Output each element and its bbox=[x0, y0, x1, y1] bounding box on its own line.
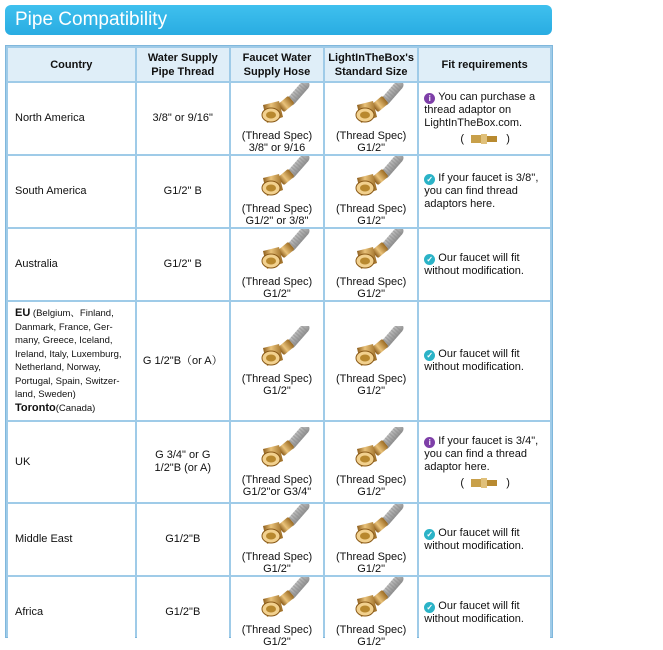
hose-fitting-icon bbox=[243, 577, 311, 623]
thread-cell: G 3/4" or G 1/2"B (or A) bbox=[137, 422, 229, 502]
country-toronto: Toronto bbox=[15, 401, 56, 414]
fit-cell[interactable] bbox=[419, 156, 550, 227]
header-standard-size: LightInTheBox's Standard Size bbox=[325, 48, 417, 81]
hose-fitting-icon bbox=[337, 326, 405, 372]
check-icon: ✓ bbox=[424, 350, 435, 361]
check-icon: ✓ bbox=[424, 174, 435, 185]
country-cell: UK bbox=[8, 422, 135, 502]
hose-fitting-icon bbox=[337, 229, 405, 275]
hose-fitting-icon bbox=[243, 504, 311, 550]
faucet-hose-cell bbox=[231, 156, 323, 227]
header-country: Country bbox=[8, 48, 135, 81]
hose-size: G1/2" bbox=[263, 563, 291, 575]
check-icon: ✓ bbox=[424, 602, 435, 613]
hose-spec: (Thread Spec) bbox=[241, 372, 313, 385]
hose-spec: (Thread Spec) bbox=[241, 624, 313, 636]
country-cell: Africa bbox=[8, 577, 135, 648]
thread-adaptor-icon bbox=[467, 132, 503, 146]
thread-cell: G1/2" B bbox=[137, 156, 229, 227]
hose-fitting-icon bbox=[243, 156, 311, 202]
paren-open: ( bbox=[460, 476, 465, 489]
hose-fitting-icon bbox=[243, 326, 311, 372]
header-faucet-hose: Faucet Water Supply Hose bbox=[231, 48, 323, 81]
hose-fitting-icon bbox=[243, 229, 311, 275]
check-icon: ✓ bbox=[424, 529, 435, 540]
fit-text: If your faucet is 3/4", you can find a thread adaptor here. bbox=[424, 434, 539, 473]
std-size: G1/2" bbox=[357, 142, 386, 154]
thread-cell: G1/2"B bbox=[137, 577, 229, 648]
country-cell: Middle East bbox=[8, 504, 135, 575]
hose-size: G1/2"or G3/4" bbox=[242, 485, 312, 498]
standard-size-cell bbox=[325, 229, 417, 300]
hose-spec: (Thread Spec) bbox=[241, 130, 313, 142]
page-title-banner bbox=[5, 5, 552, 35]
fit-text: You can purchase a thread adaptor on LightInTheBox.com. bbox=[424, 91, 536, 129]
standard-size-cell bbox=[325, 504, 417, 575]
fit-cell bbox=[419, 83, 550, 154]
hose-size: 3/8" or 9/16 bbox=[248, 142, 306, 154]
hose-fitting-icon bbox=[337, 427, 405, 473]
fit-text: Our faucet will fit without modification. bbox=[424, 348, 524, 373]
country-cell bbox=[8, 302, 135, 420]
hose-spec: (Thread Spec) bbox=[241, 276, 313, 288]
std-spec: (Thread Spec) bbox=[336, 551, 407, 563]
thread-cell: G 1/2"B（or A） bbox=[137, 302, 229, 420]
fit-text: Our faucet will fit without modification. bbox=[424, 251, 524, 277]
compatibility-table bbox=[5, 45, 553, 648]
header-water-supply: Water Supply Pipe Thread bbox=[137, 48, 229, 81]
country-eu: EU bbox=[15, 307, 31, 320]
country-cell: North America bbox=[8, 83, 135, 154]
table-row bbox=[8, 83, 550, 154]
standard-size-cell bbox=[325, 577, 417, 648]
hose-fitting-icon bbox=[243, 427, 311, 473]
country-toronto-suffix: (Canada) bbox=[55, 402, 96, 414]
hose-size: G1/2" bbox=[263, 288, 291, 300]
hose-size: G1/2" or 3/8" bbox=[245, 215, 309, 227]
faucet-hose-cell bbox=[231, 422, 323, 502]
fit-text: Our faucet will fit without modification. bbox=[424, 599, 524, 625]
table-row bbox=[8, 504, 550, 575]
fit-cell bbox=[419, 504, 550, 575]
hose-spec: (Thread Spec) bbox=[241, 203, 313, 215]
header-row bbox=[8, 48, 550, 81]
table-row bbox=[8, 302, 550, 420]
faucet-hose-cell bbox=[231, 83, 323, 154]
info-icon: i bbox=[424, 437, 435, 448]
std-spec: (Thread Spec) bbox=[336, 624, 407, 636]
thread-cell: 3/8" or 9/16" bbox=[137, 83, 229, 154]
paren-close: ) bbox=[506, 132, 510, 145]
hose-fitting-icon bbox=[243, 83, 311, 129]
standard-size-cell bbox=[325, 83, 417, 154]
thread-cell: G1/2"B bbox=[137, 504, 229, 575]
hose-size: G1/2" bbox=[263, 636, 291, 648]
info-icon: i bbox=[424, 93, 435, 104]
faucet-hose-cell bbox=[231, 577, 323, 648]
thread-cell: G1/2" B bbox=[137, 229, 229, 300]
std-spec: (Thread Spec) bbox=[336, 130, 407, 142]
std-spec: (Thread Spec) bbox=[336, 473, 407, 486]
fit-cell bbox=[419, 577, 550, 648]
country-cell: South America bbox=[8, 156, 135, 227]
std-spec: (Thread Spec) bbox=[336, 276, 407, 288]
country-cell: Australia bbox=[8, 229, 135, 300]
header-fit-requirements: Fit requirements bbox=[419, 48, 550, 81]
standard-size-cell bbox=[325, 156, 417, 227]
thread-adaptor-icon bbox=[467, 476, 503, 490]
fit-cell bbox=[419, 302, 550, 420]
fit-text: Our faucet will fit without modification. bbox=[424, 526, 524, 552]
hose-spec: (Thread Spec) bbox=[241, 473, 313, 486]
std-size: G1/2" bbox=[357, 215, 386, 227]
hose-fitting-icon bbox=[337, 83, 405, 129]
std-size: G1/2" bbox=[357, 288, 386, 300]
std-size: G1/2" bbox=[357, 384, 386, 397]
hose-size: G1/2" bbox=[263, 384, 291, 397]
table-row bbox=[8, 577, 550, 648]
standard-size-cell bbox=[325, 422, 417, 502]
faucet-hose-cell bbox=[231, 229, 323, 300]
table-row bbox=[8, 422, 550, 502]
adaptor-link[interactable] bbox=[424, 132, 546, 146]
check-icon: ✓ bbox=[424, 254, 435, 265]
std-size: G1/2" bbox=[357, 563, 386, 575]
fit-cell bbox=[419, 229, 550, 300]
faucet-hose-cell bbox=[231, 302, 323, 420]
table-row bbox=[8, 229, 550, 300]
country-eu-list: (Belgium、Finland, Danmark, France, Ger-many, Greece, Iceland, Ireland, Italy, Luxemburg, Netherland, Norway, Portugal, Spain, Switzer-land, Sweden) bbox=[15, 308, 122, 401]
page-title: Pipe Compatibility bbox=[15, 9, 168, 30]
paren-open: ( bbox=[460, 132, 465, 145]
standard-size-cell bbox=[325, 302, 417, 420]
std-spec: (Thread Spec) bbox=[336, 372, 407, 385]
paren-close: ) bbox=[506, 476, 510, 489]
faucet-hose-cell bbox=[231, 504, 323, 575]
adaptor-link[interactable] bbox=[424, 476, 546, 490]
table-row bbox=[8, 156, 550, 227]
std-spec: (Thread Spec) bbox=[336, 203, 407, 215]
fit-cell bbox=[419, 422, 550, 502]
fit-text: If your faucet is 3/8'', you can find thread adaptors here. bbox=[424, 172, 539, 210]
hose-fitting-icon bbox=[337, 156, 405, 202]
std-size: G1/2" bbox=[357, 485, 386, 498]
hose-spec: (Thread Spec) bbox=[241, 551, 313, 563]
hose-fitting-icon bbox=[337, 504, 405, 550]
std-size: G1/2" bbox=[357, 636, 386, 648]
hose-fitting-icon bbox=[337, 577, 405, 623]
